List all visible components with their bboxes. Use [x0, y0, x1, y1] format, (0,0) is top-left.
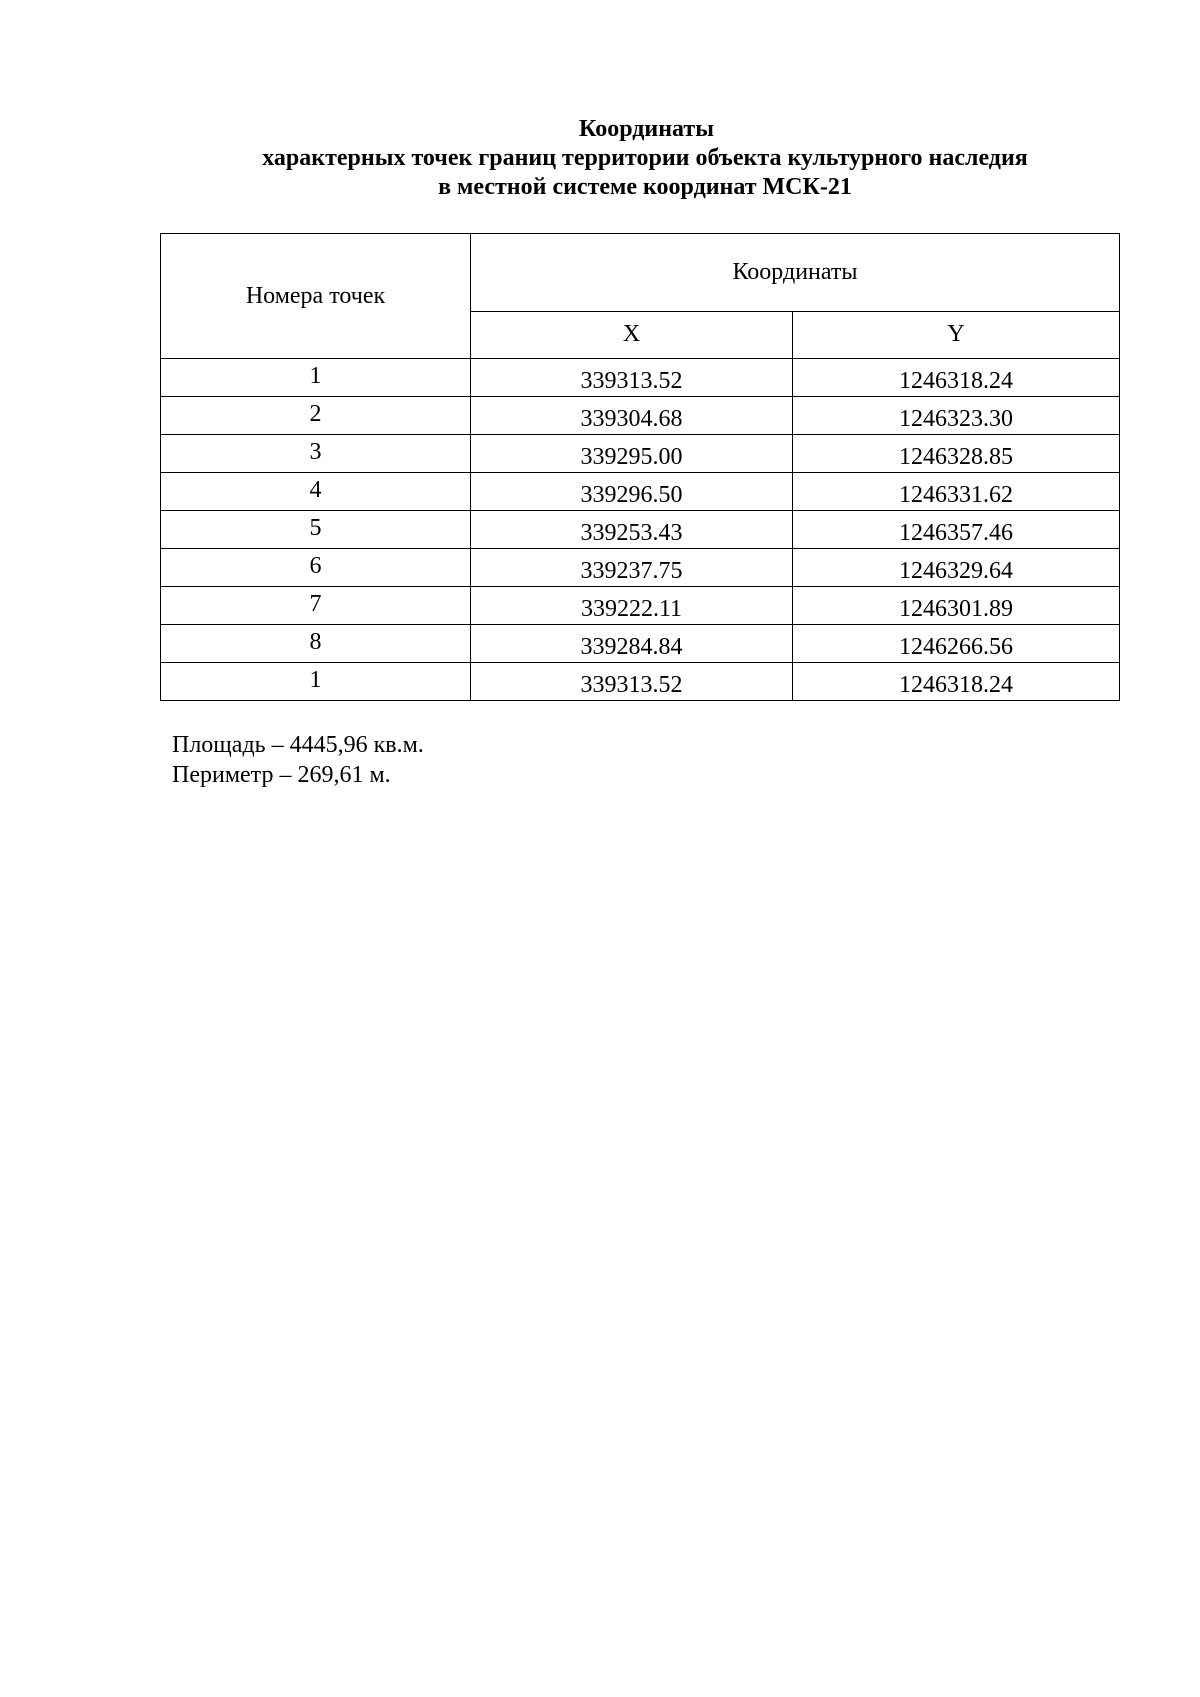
coord-x: 339296.50 [471, 473, 793, 511]
coord-x: 339253.43 [471, 511, 793, 549]
table-row [161, 435, 1120, 473]
coord-y: 1246318.24 [793, 663, 1120, 701]
coord-x: 339313.52 [471, 359, 793, 397]
document-title [0, 115, 1200, 202]
table-row [161, 663, 1120, 701]
point-number: 7 [161, 587, 471, 625]
coord-y: 1246323.30 [793, 397, 1120, 435]
coord-x: 339237.75 [471, 549, 793, 587]
coord-y: 1246266.56 [793, 625, 1120, 663]
coord-y: 1246301.89 [793, 587, 1120, 625]
coord-x: 339304.68 [471, 397, 793, 435]
point-number: 4 [161, 473, 471, 511]
header-point-numbers: Номера точек [161, 234, 471, 359]
title-line-2: характерных точек границ территории объекта культурного наследия [262, 145, 1028, 171]
summary-block [172, 730, 424, 790]
coord-y: 1246357.46 [793, 511, 1120, 549]
table-row [161, 397, 1120, 435]
coord-y: 1246328.85 [793, 435, 1120, 473]
title-line-1: Координаты [579, 116, 714, 142]
coord-x: 339284.84 [471, 625, 793, 663]
perimeter-text: Периметр – 269,61 м. [172, 762, 391, 788]
point-number: 6 [161, 549, 471, 587]
table-row [161, 511, 1120, 549]
point-number: 1 [161, 663, 471, 701]
table-row [161, 587, 1120, 625]
coord-y: 1246329.64 [793, 549, 1120, 587]
header-y: Y [793, 311, 1120, 358]
table-row [161, 359, 1120, 397]
title-line-3: в местной системе координат МСК-21 [438, 174, 852, 200]
table-row [161, 473, 1120, 511]
header-x: X [471, 311, 793, 358]
coord-y: 1246331.62 [793, 473, 1120, 511]
coordinates-table [160, 233, 1120, 701]
point-number: 8 [161, 625, 471, 663]
point-number: 2 [161, 397, 471, 435]
area-text: Площадь – 4445,96 кв.м. [172, 732, 424, 758]
point-number: 3 [161, 435, 471, 473]
coord-x: 339313.52 [471, 663, 793, 701]
coord-x: 339222.11 [471, 587, 793, 625]
coord-y: 1246318.24 [793, 359, 1120, 397]
header-coordinates: Координаты [471, 234, 1120, 312]
table-row [161, 549, 1120, 587]
table-row [161, 625, 1120, 663]
point-number: 5 [161, 511, 471, 549]
coord-x: 339295.00 [471, 435, 793, 473]
point-number: 1 [161, 359, 471, 397]
